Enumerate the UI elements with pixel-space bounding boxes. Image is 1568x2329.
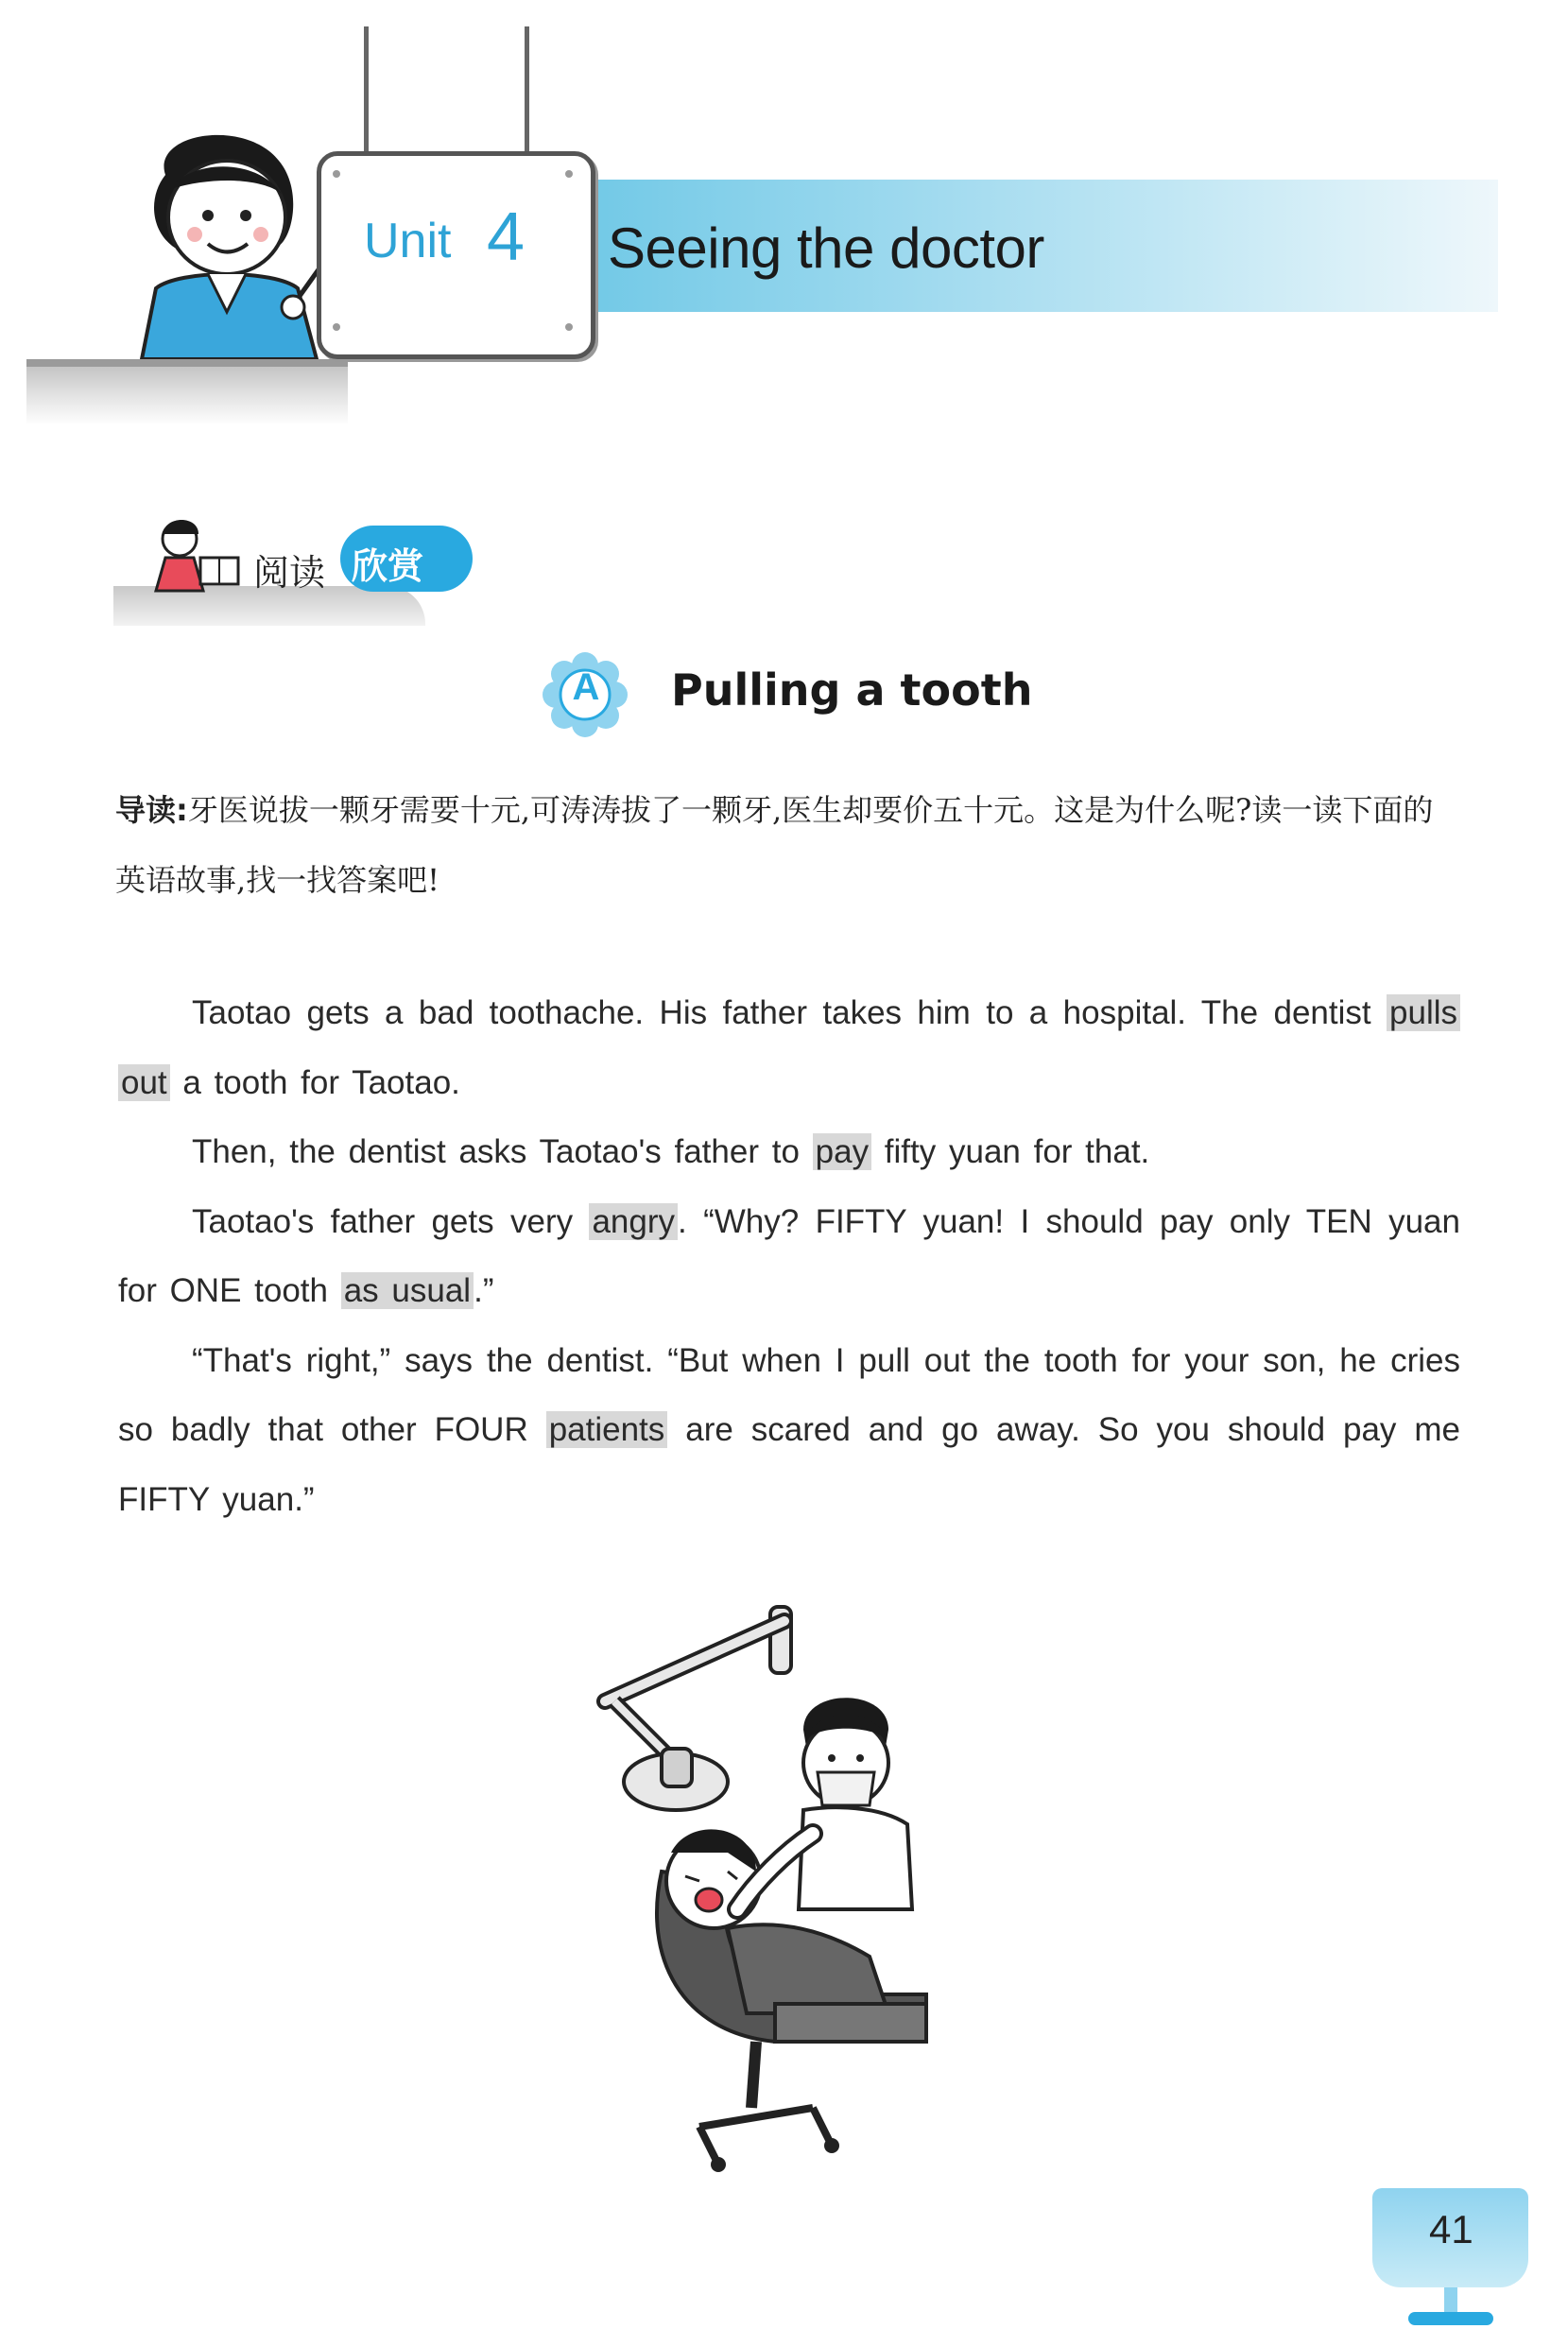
highlighted-word: pay xyxy=(813,1133,871,1170)
highlighted-word: out xyxy=(118,1064,170,1101)
story-text: Taotao gets a bad toothache. His father takes him to a hospital. The dentist xyxy=(192,994,1387,1031)
story-paragraph xyxy=(118,1326,1460,1535)
story-text: . “Why? FIFTY yuan! I should pay only TEN yuan for ONE tooth xyxy=(118,1202,1460,1309)
page-number: 41 xyxy=(1429,2207,1473,2251)
sign-nail xyxy=(565,323,573,331)
highlighted-word: angry xyxy=(589,1203,678,1240)
guide-paragraph xyxy=(115,775,1457,915)
story-text: are scared and go away. So you should pay me FIFTY yuan.” xyxy=(118,1411,1460,1518)
page-number-base xyxy=(1408,2312,1493,2325)
badge-label-reading: 阅读 xyxy=(253,552,326,594)
unit-number: 4 xyxy=(487,199,526,275)
story-text: .” xyxy=(474,1272,494,1309)
reading-girl-icon xyxy=(142,515,255,605)
highlighted-word: patients xyxy=(546,1411,668,1448)
story-paragraph xyxy=(118,1187,1460,1326)
story-title: Pulling a tooth xyxy=(671,664,1033,716)
sign-nail xyxy=(333,323,340,331)
sign-nail xyxy=(565,170,573,178)
unit-sign xyxy=(317,151,595,359)
highlighted-word: as usual xyxy=(341,1272,474,1309)
unit-title: Seeing the doctor xyxy=(608,216,1044,280)
section-marker-letter: A xyxy=(572,666,600,708)
guide-text: 牙医说拔一颗牙需要十元,可涛涛拔了一颗牙,医生却要价五十元。这是为什么呢?读一读下面的英语故事,找一找答案吧! xyxy=(115,792,1434,898)
header-divider xyxy=(26,359,348,367)
story-text: a tooth for Taotao. xyxy=(169,1063,460,1101)
unit-label: Unit xyxy=(364,214,452,268)
story-text: fifty yuan for that. xyxy=(871,1133,1150,1170)
badge-label-appreciation: 欣赏 xyxy=(352,545,424,587)
sign-nail xyxy=(333,170,340,178)
story-text: Taotao's father gets very xyxy=(192,1202,590,1240)
story-text: Then, the dentist asks Taotao's father to xyxy=(192,1133,813,1170)
story-body xyxy=(118,978,1460,1534)
dentist-illustration xyxy=(586,1597,1021,2183)
story-paragraph xyxy=(118,1117,1460,1187)
sign-wire-right xyxy=(525,26,529,154)
header-shadow-strip xyxy=(26,359,348,425)
story-text: “That's right,” says the dentist. “But when I pull out the tooth for your son, he cries so badly that other FOUR xyxy=(118,1341,1460,1448)
guide-label: 导读: xyxy=(115,792,188,828)
story-paragraph xyxy=(118,978,1460,1117)
highlighted-word: pulls xyxy=(1387,994,1460,1031)
sign-wire-left xyxy=(364,26,369,154)
